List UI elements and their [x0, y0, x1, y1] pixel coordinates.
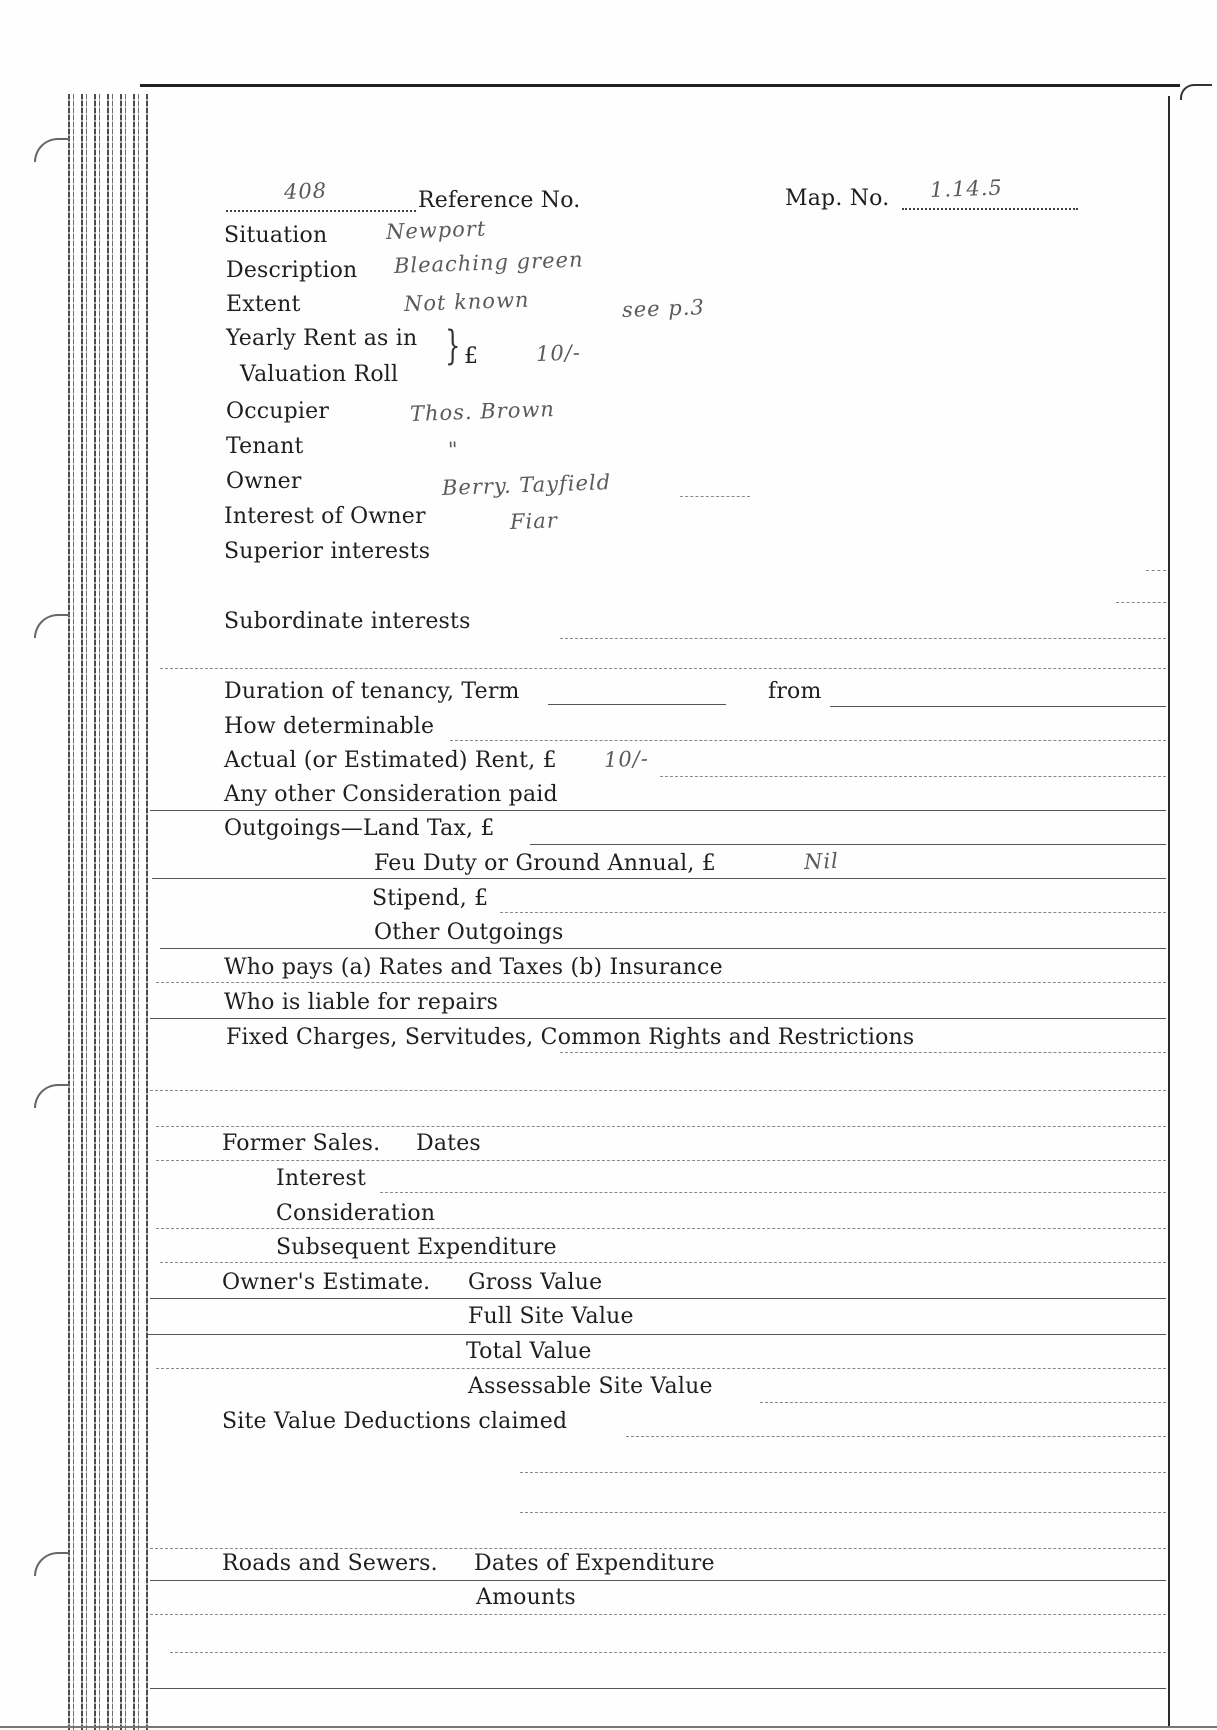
interest-line — [380, 1192, 1166, 1193]
gross-value-line — [150, 1298, 1166, 1299]
punch-hole — [34, 1084, 70, 1108]
dates-label: Dates — [416, 1131, 481, 1156]
full-site-value-line — [146, 1334, 1166, 1335]
map-number-value: 1.14.5 — [929, 175, 1004, 202]
next-page-edge — [1180, 84, 1212, 100]
separator-line — [160, 948, 1166, 949]
page-right-edge — [1168, 96, 1170, 1728]
from-line — [830, 706, 1166, 707]
map-dotted-line — [902, 208, 1078, 210]
blank-line — [156, 1126, 1166, 1127]
situation-label: Situation — [224, 223, 328, 248]
interest-of-owner-value: Fiar — [509, 508, 559, 534]
total-value-line — [156, 1368, 1166, 1369]
consideration-label: Consideration — [276, 1201, 436, 1226]
interest-label: Interest — [276, 1166, 366, 1191]
outgoings-land-tax-label: Outgoings—Land Tax, £ — [224, 816, 495, 841]
fixed-charges-line — [560, 1052, 1166, 1053]
owner-value: Berry. Tayfield — [441, 470, 612, 500]
scan-bottom-edge — [0, 1726, 1217, 1728]
amounts-line — [150, 1614, 1166, 1615]
situation-value: Newport — [385, 216, 487, 244]
separator-line — [150, 810, 1166, 811]
owners-estimate-label: Owner's Estimate. — [222, 1270, 431, 1295]
punch-hole — [34, 138, 70, 162]
page-top-edge — [140, 84, 1180, 87]
assessable-site-value-label: Assessable Site Value — [468, 1374, 713, 1399]
term-line — [548, 704, 726, 705]
how-determinable-label: How determinable — [224, 714, 435, 739]
actual-rent-value: 10/- — [603, 746, 650, 772]
description-value: Bleaching green — [393, 247, 584, 278]
who-liable-label: Who is liable for repairs — [224, 990, 499, 1015]
how-determinable-line — [450, 740, 1166, 741]
description-label: Description — [226, 258, 358, 283]
owner-label: Owner — [226, 469, 302, 494]
yearly-rent-label-2: Valuation Roll — [240, 362, 399, 387]
other-outgoings-label: Other Outgoings — [374, 920, 564, 945]
separator-line — [160, 668, 1166, 669]
roads-sewers-label: Roads and Sewers. — [222, 1551, 438, 1576]
stipend-label: Stipend, £ — [372, 886, 489, 911]
occupier-value: Thos. Brown — [409, 396, 556, 426]
reference-label: Reference No. — [418, 188, 581, 213]
brace-symbol: } — [445, 323, 461, 369]
site-value-deductions-line — [626, 1436, 1166, 1437]
subordinate-line — [560, 638, 1166, 639]
margin-dash — [1116, 602, 1166, 603]
duration-label: Duration of tenancy, Term — [224, 679, 520, 704]
owner-dash — [680, 496, 750, 497]
blank-line — [150, 1548, 1166, 1549]
blank-line — [150, 1688, 1166, 1689]
from-label: from — [768, 679, 822, 704]
dates-of-expenditure-line — [150, 1580, 1166, 1581]
yearly-rent-value: 10/- — [535, 340, 582, 366]
former-sales-label: Former Sales. — [222, 1131, 381, 1156]
yearly-rent-pound: £ — [464, 344, 479, 369]
dates-line — [156, 1160, 1166, 1161]
feu-duty-value: Nil — [803, 848, 840, 874]
feu-duty-label: Feu Duty or Ground Annual, £ — [374, 851, 716, 876]
amounts-label: Amounts — [476, 1585, 576, 1610]
yearly-rent-label-1: Yearly Rent as in — [226, 326, 418, 351]
feu-duty-line — [152, 878, 1166, 879]
full-site-value-label: Full Site Value — [468, 1304, 634, 1329]
punch-hole — [34, 1552, 70, 1576]
who-pays-label: Who pays (a) Rates and Taxes (b) Insurance — [224, 955, 723, 980]
extent-label: Extent — [226, 292, 301, 317]
reference-dotted-line — [226, 210, 416, 212]
consideration-line — [156, 1228, 1166, 1229]
extent-note: see p.3 — [621, 295, 706, 322]
map-label: Map. No. — [785, 186, 890, 211]
stipend-line — [500, 912, 1166, 913]
blank-line — [520, 1512, 1166, 1513]
book-binding-texture — [64, 94, 150, 1730]
superior-interests-label: Superior interests — [224, 539, 431, 564]
separator-line — [150, 1018, 1166, 1019]
occupier-label: Occupier — [226, 399, 330, 424]
subsequent-expenditure-line — [160, 1262, 1166, 1263]
other-consideration-label: Any other Consideration paid — [224, 782, 558, 807]
extent-value: Not known — [403, 287, 530, 316]
total-value-label: Total Value — [466, 1339, 592, 1364]
gross-value-label: Gross Value — [468, 1270, 603, 1295]
who-pays-line — [156, 982, 1166, 983]
assessable-site-value-line — [760, 1402, 1166, 1403]
dates-of-expenditure-label: Dates of Expenditure — [474, 1551, 715, 1576]
blank-line — [520, 1472, 1166, 1473]
fixed-charges-label: Fixed Charges, Servitudes, Common Rights and Restrictions — [226, 1025, 915, 1050]
tenant-value: " — [447, 437, 460, 462]
blank-line — [170, 1652, 1166, 1653]
punch-hole — [34, 614, 70, 638]
site-value-deductions-label: Site Value Deductions claimed — [222, 1409, 568, 1434]
interest-of-owner-label: Interest of Owner — [224, 504, 426, 529]
tenant-label: Tenant — [226, 434, 304, 459]
subordinate-interests-label: Subordinate interests — [224, 609, 471, 634]
margin-dash — [1146, 570, 1166, 571]
subsequent-expenditure-label: Subsequent Expenditure — [276, 1235, 557, 1260]
blank-line — [150, 1090, 1166, 1091]
reference-number-value: 408 — [283, 178, 328, 204]
actual-rent-label: Actual (or Estimated) Rent, £ — [224, 748, 557, 773]
land-tax-line — [530, 844, 1166, 845]
actual-rent-line — [660, 776, 1166, 777]
